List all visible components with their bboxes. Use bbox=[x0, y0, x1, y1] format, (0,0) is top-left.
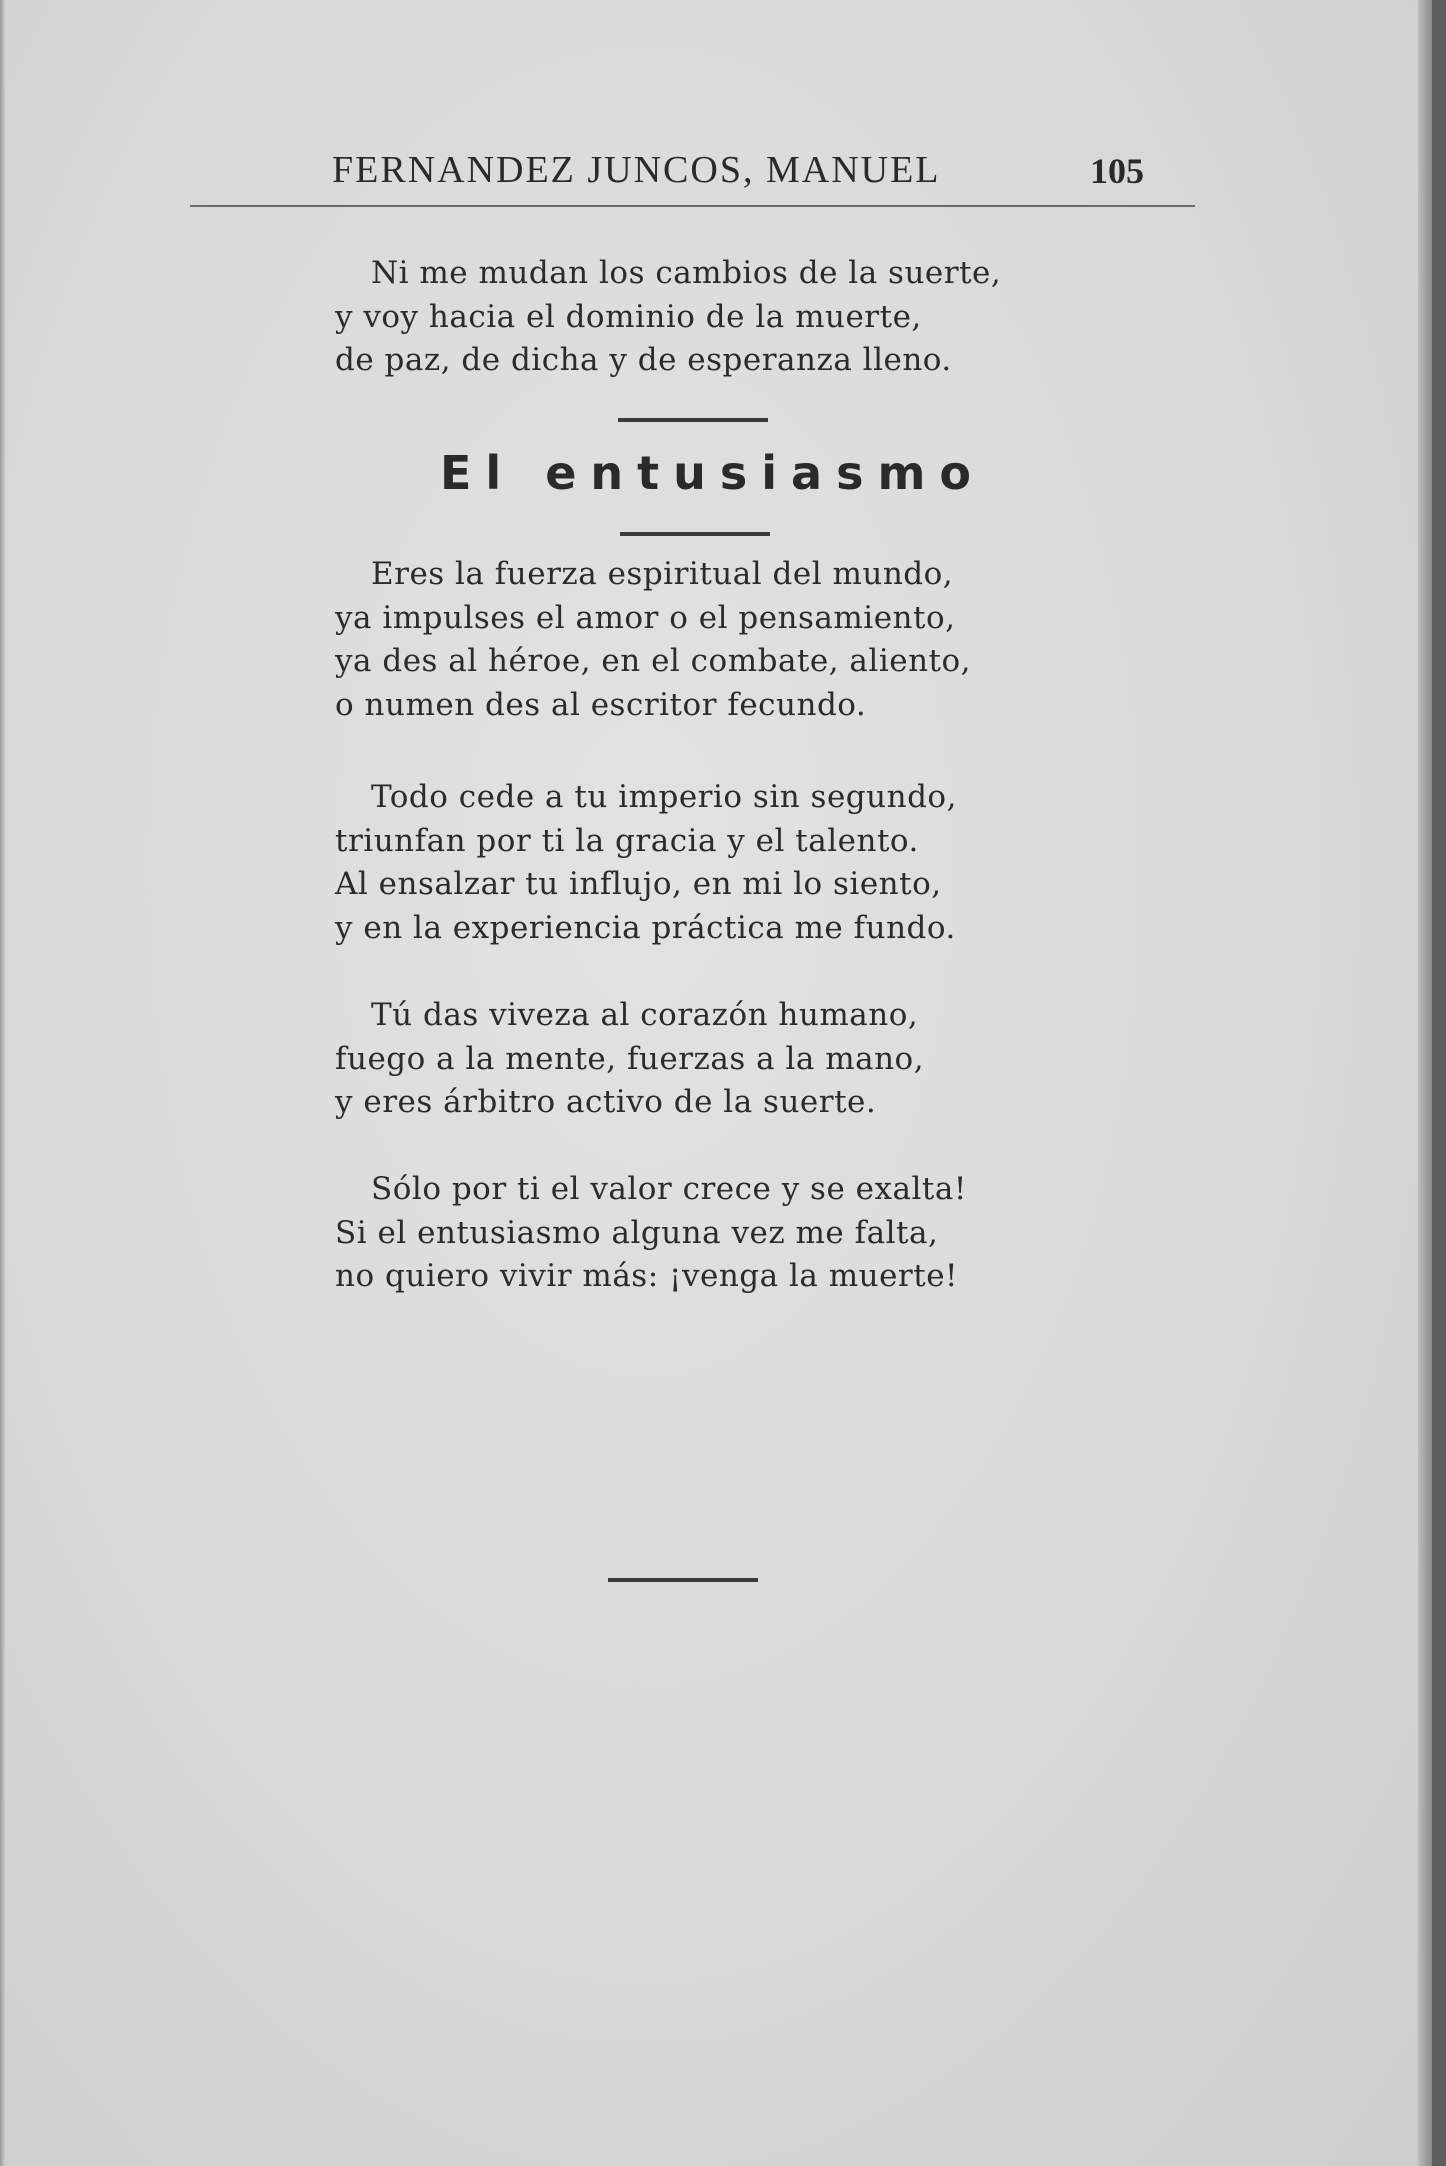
poem-title: El entusiasmo bbox=[440, 446, 985, 500]
previous-poem-ending bbox=[335, 252, 1001, 383]
verse-line: Ni me mudan los cambios de la suerte, bbox=[371, 255, 1002, 291]
stanza-3 bbox=[335, 994, 924, 1125]
verse-line: ya des al héroe, en el combate, aliento, bbox=[335, 643, 972, 680]
running-head: FERNANDEZ JUNCOS, MANUEL bbox=[332, 149, 941, 191]
verse-line: Sólo por ti el valor crece y se exalta! bbox=[371, 1171, 967, 1207]
page-number: 105 bbox=[1090, 151, 1144, 191]
title-rule-top bbox=[618, 418, 768, 422]
verse-line: y voy hacia el dominio de la muerte, bbox=[335, 298, 922, 335]
page-left-edge bbox=[0, 0, 6, 2166]
title-rule-bottom bbox=[620, 532, 770, 536]
verse-line: Todo cede a tu imperio sin segundo, bbox=[371, 779, 957, 815]
verse-line: no quiero vivir más: ¡venga la muerte! bbox=[335, 1258, 959, 1295]
verse-line: Al ensalzar tu influjo, en mi lo siento, bbox=[335, 866, 942, 903]
verse-line: de paz, de dicha y de esperanza lleno. bbox=[335, 342, 952, 379]
verse-line: o numen des al escritor fecundo. bbox=[335, 686, 867, 723]
stanza-2 bbox=[335, 776, 957, 950]
header-rule bbox=[190, 205, 1195, 207]
verse-line: Si el entusiasmo alguna vez me falta, bbox=[335, 1214, 939, 1251]
verse-line: Eres la fuerza espiritual del mundo, bbox=[371, 556, 954, 592]
stanza-1 bbox=[335, 553, 971, 727]
verse-line: y eres árbitro activo de la suerte. bbox=[335, 1084, 877, 1121]
verse-line: Tú das viveza al corazón humano, bbox=[371, 997, 919, 1033]
verse-line: triunfan por ti la gracia y el talento. bbox=[335, 822, 919, 859]
stanza-4 bbox=[335, 1168, 967, 1299]
page-right-edge bbox=[1418, 0, 1432, 2166]
verse-line: ya impulses el amor o el pensamiento, bbox=[335, 599, 956, 636]
verse-line: fuego a la mente, fuerzas a la mano, bbox=[335, 1040, 925, 1077]
end-rule bbox=[608, 1578, 758, 1582]
verse-line: y en la experiencia práctica me fundo. bbox=[335, 909, 956, 946]
